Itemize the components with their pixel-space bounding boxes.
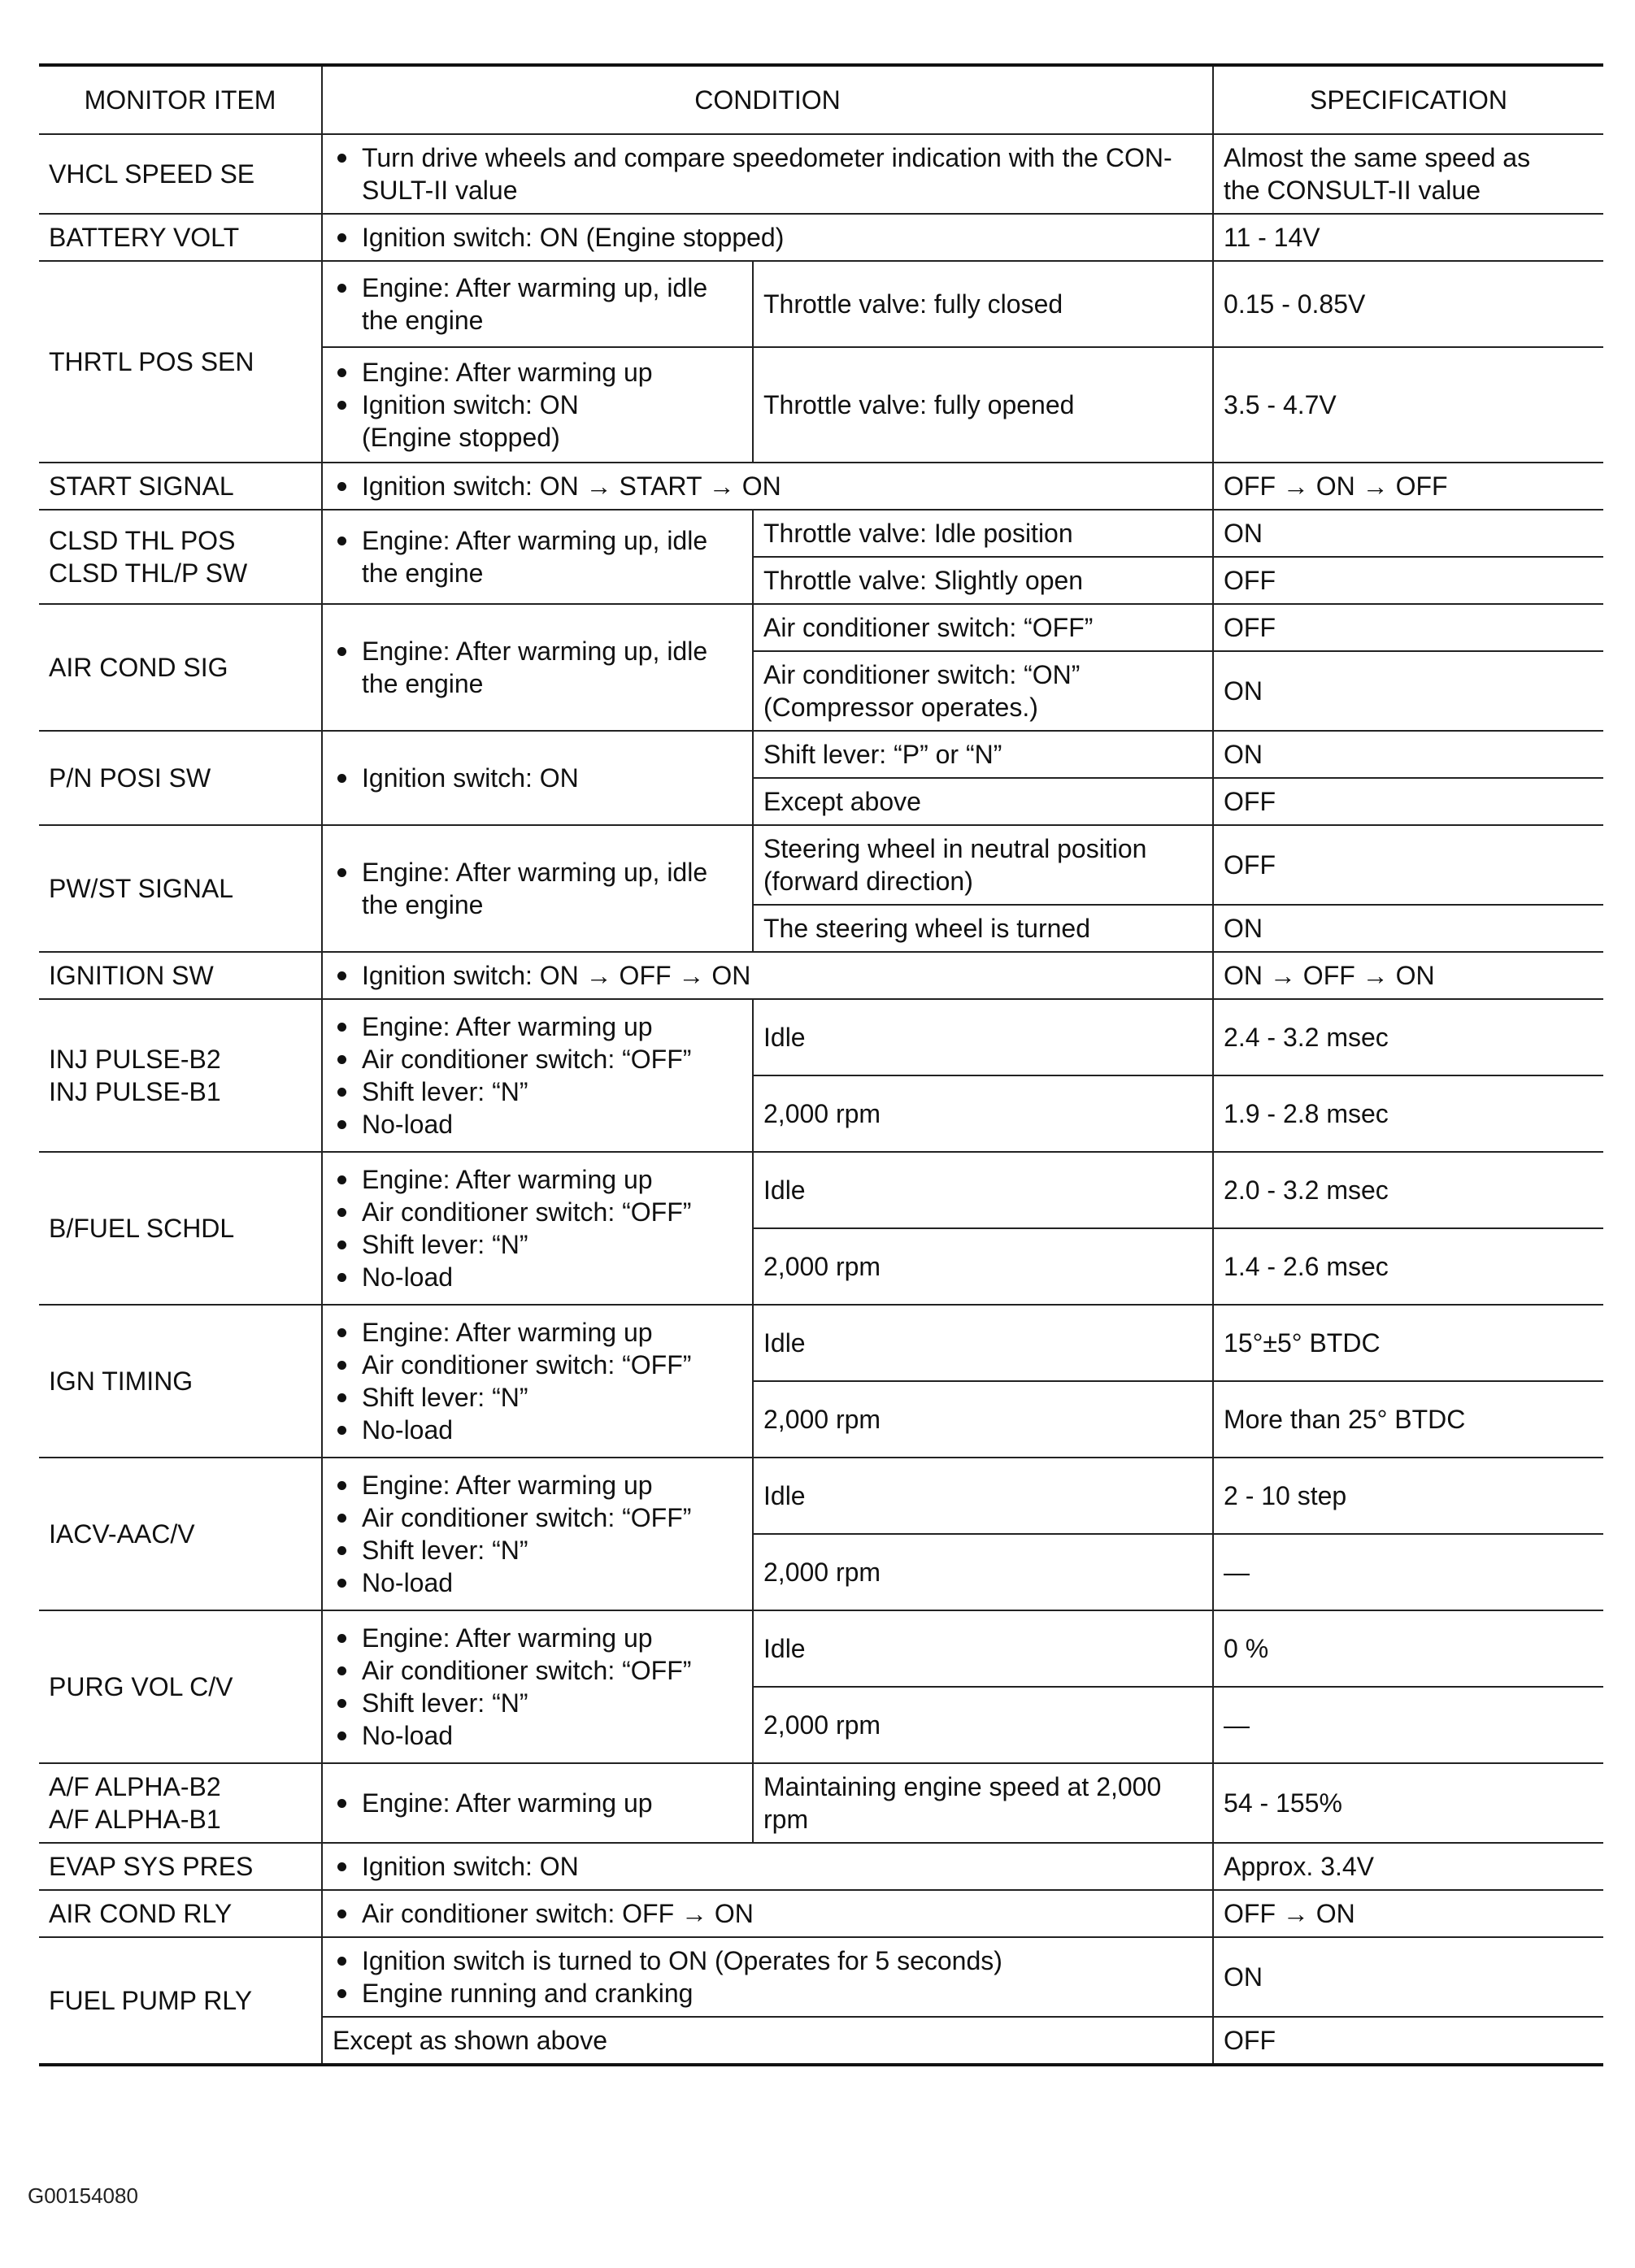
item-text: CLSD THL POS (49, 526, 236, 555)
item-text: A/F ALPHA-B1 (49, 1805, 221, 1834)
subcondition-cell: Idle (753, 999, 1213, 1075)
condition-cell (322, 604, 753, 731)
condition-text: Engine: After warming up, idle (362, 637, 708, 666)
spec-cell: ON → OFF → ON (1213, 952, 1603, 999)
condition-text: Shift lever: “N” (333, 1228, 742, 1261)
table-row (39, 1763, 1603, 1843)
subcondition-cell: Except above (753, 778, 1213, 825)
subcondition-text: (Compressor operates.) (763, 693, 1038, 722)
spec-cell: More than 25° BTDC (1213, 1381, 1603, 1458)
subcondition-cell: Shift lever: “P” or “N” (753, 731, 1213, 778)
item-evap-sys-pres: EVAP SYS PRES (39, 1843, 322, 1890)
condition-cell (322, 1843, 1213, 1890)
condition-cell (322, 261, 753, 347)
condition-text: Shift lever: “N” (333, 1075, 742, 1108)
item-ign-timing: IGN TIMING (39, 1305, 322, 1458)
condition-text: (Engine stopped) (362, 423, 560, 452)
spec-cell: OFF → ON (1213, 1890, 1603, 1937)
condition-cell (322, 510, 753, 604)
condition-text: No-load (333, 1719, 742, 1752)
condition-text: Ignition switch: ON (Engine stopped) (333, 221, 1202, 254)
table-row (39, 1458, 1603, 1534)
subcondition-cell (753, 825, 1213, 905)
condition-text: Shift lever: “N” (333, 1687, 742, 1719)
spec-text: Almost the same speed as (1224, 143, 1531, 172)
header-monitor-item: MONITOR ITEM (39, 65, 322, 134)
spec-cell: 1.4 - 2.6 msec (1213, 1228, 1603, 1305)
spec-cell: — (1213, 1534, 1603, 1610)
table-row (39, 134, 1603, 214)
subcondition-cell: 2,000 rpm (753, 1381, 1213, 1458)
subcondition-cell: Throttle valve: Slightly open (753, 557, 1213, 604)
subcondition-text: Steering wheel in neutral position (763, 834, 1147, 863)
item-pwst-signal: PW/ST SIGNAL (39, 825, 322, 952)
condition-cell (322, 1890, 1213, 1937)
condition-text: No-load (333, 1108, 742, 1141)
spec-cell: 2 - 10 step (1213, 1458, 1603, 1534)
table-row (39, 1305, 1603, 1381)
condition-text: Ignition switch: ON → START → ON (333, 470, 1202, 502)
table-row (39, 463, 1603, 510)
subcondition-cell: Idle (753, 1610, 1213, 1687)
condition-text: Engine: After warming up (333, 356, 742, 389)
condition-text: the engine (362, 669, 484, 698)
condition-text: Ignition switch: ON → OFF → ON (333, 959, 1202, 992)
spec-cell: 2.4 - 3.2 msec (1213, 999, 1603, 1075)
subcondition-cell: 2,000 rpm (753, 1228, 1213, 1305)
condition-cell (322, 952, 1213, 999)
spec-cell: 11 - 14V (1213, 214, 1603, 261)
condition-text: Shift lever: “N” (333, 1381, 742, 1414)
subcondition-cell: 2,000 rpm (753, 1687, 1213, 1763)
condition-text: Engine: After warming up (333, 1163, 742, 1196)
item-air-cond-sig: AIR COND SIG (39, 604, 322, 731)
header-condition: CONDITION (322, 65, 1213, 134)
item-pn-posi-sw: P/N POSI SW (39, 731, 322, 825)
item-start-signal: START SIGNAL (39, 463, 322, 510)
condition-cell (322, 214, 1213, 261)
spec-cell: OFF (1213, 557, 1603, 604)
spec-text: the CONSULT-II value (1224, 176, 1481, 205)
condition-cell (322, 999, 753, 1152)
table-row (39, 999, 1603, 1075)
condition-text: Engine: After warming up, idle (362, 526, 708, 555)
subcondition-cell: 2,000 rpm (753, 1534, 1213, 1610)
item-purg-vol: PURG VOL C/V (39, 1610, 322, 1763)
subcondition-cell: Idle (753, 1458, 1213, 1534)
table-header-row (39, 65, 1603, 134)
table-row (39, 261, 1603, 347)
table-row (39, 1890, 1603, 1937)
spec-cell: ON (1213, 510, 1603, 557)
subcondition-text: Maintaining engine speed at 2,000 (763, 1772, 1162, 1801)
condition-cell (322, 347, 753, 463)
subcondition-cell: 2,000 rpm (753, 1075, 1213, 1152)
spec-cell: 54 - 155% (1213, 1763, 1603, 1843)
table-row (39, 604, 1603, 651)
spec-cell: ON (1213, 905, 1603, 952)
condition-text: No-load (333, 1566, 742, 1599)
item-text: A/F ALPHA-B2 (49, 1772, 221, 1801)
spec-cell: ON (1213, 731, 1603, 778)
condition-text: Ignition switch is turned to ON (Operates for 5 seconds) (333, 1944, 1202, 1977)
item-text: CLSD THL/P SW (49, 558, 248, 588)
item-iacv-aacv: IACV-AAC/V (39, 1458, 322, 1610)
spec-cell: OFF (1213, 825, 1603, 905)
item-bfuel-schdl: B/FUEL SCHDL (39, 1152, 322, 1305)
subcondition-cell: Throttle valve: Idle position (753, 510, 1213, 557)
condition-cell (322, 1610, 753, 1763)
spec-cell: Approx. 3.4V (1213, 1843, 1603, 1890)
condition-text: No-load (333, 1414, 742, 1446)
condition-text: Ignition switch: ON (362, 390, 579, 419)
subcondition-text: (forward direction) (763, 867, 973, 896)
item-text: INJ PULSE-B2 (49, 1045, 221, 1074)
condition-cell (322, 1937, 1213, 2017)
subcondition-cell: Idle (753, 1305, 1213, 1381)
condition-cell (322, 825, 753, 952)
condition-cell (322, 1458, 753, 1610)
condition-text: Air conditioner switch: “OFF” (333, 1501, 742, 1534)
item-inj-pulse (39, 999, 322, 1152)
condition-text: SULT-II value (362, 176, 518, 205)
condition-text: the engine (362, 890, 484, 919)
subcondition-cell: The steering wheel is turned (753, 905, 1213, 952)
spec-cell (1213, 134, 1603, 214)
condition-text: Engine: After warming up (333, 1787, 742, 1819)
subcondition-cell (753, 651, 1213, 731)
table-row (39, 1152, 1603, 1228)
subcondition-text: rpm (763, 1805, 809, 1834)
subcondition-text: Air conditioner switch: “ON” (763, 660, 1081, 689)
spec-cell: 2.0 - 3.2 msec (1213, 1152, 1603, 1228)
condition-cell (322, 1763, 753, 1843)
spec-cell: 3.5 - 4.7V (1213, 347, 1603, 463)
condition-text: Engine: After warming up (333, 1316, 742, 1349)
condition-text: Air conditioner switch: “OFF” (333, 1349, 742, 1381)
figure-id-caption: G00154080 (28, 2183, 138, 2208)
subcondition-cell: Throttle valve: fully closed (753, 261, 1213, 347)
subcondition-cell: Throttle valve: fully opened (753, 347, 1213, 463)
spec-cell: 1.9 - 2.8 msec (1213, 1075, 1603, 1152)
condition-cell (322, 731, 753, 825)
spec-cell: OFF (1213, 778, 1603, 825)
condition-text: Engine: After warming up, idle (362, 273, 708, 302)
spec-cell: OFF (1213, 604, 1603, 651)
table-row (39, 825, 1603, 905)
condition-text: the engine (362, 558, 484, 588)
table-row (39, 1937, 1603, 2017)
table-row (39, 1843, 1603, 1890)
condition-text: Air conditioner switch: OFF → ON (333, 1897, 1202, 1930)
condition-text: Air conditioner switch: “OFF” (333, 1196, 742, 1228)
table-row (39, 214, 1603, 261)
item-text: INJ PULSE-B1 (49, 1077, 221, 1106)
monitor-spec-table (39, 63, 1603, 2066)
condition-cell (322, 1305, 753, 1458)
item-clsd-thl (39, 510, 322, 604)
condition-text: Ignition switch: ON (333, 762, 742, 794)
condition-text: Ignition switch: ON (333, 1850, 1202, 1883)
item-vhcl-speed: VHCL SPEED SE (39, 134, 322, 214)
subcondition-cell: Air conditioner switch: “OFF” (753, 604, 1213, 651)
condition-text: the engine (362, 306, 484, 335)
condition-cell (322, 463, 1213, 510)
condition-text: Engine: After warming up (333, 1010, 742, 1043)
header-specification: SPECIFICATION (1213, 65, 1603, 134)
item-air-cond-rly: AIR COND RLY (39, 1890, 322, 1937)
condition-cell (322, 134, 1213, 214)
spec-cell: 15°±5° BTDC (1213, 1305, 1603, 1381)
condition-text: Engine: After warming up (333, 1469, 742, 1501)
condition-cell (322, 1152, 753, 1305)
item-battery-volt: BATTERY VOLT (39, 214, 322, 261)
item-thrtl-pos-sen: THRTL POS SEN (39, 261, 322, 463)
spec-cell: OFF → ON → OFF (1213, 463, 1603, 510)
item-fuel-pump-rly: FUEL PUMP RLY (39, 1937, 322, 2065)
spec-cell: OFF (1213, 2017, 1603, 2065)
condition-text: Air conditioner switch: “OFF” (333, 1654, 742, 1687)
condition-text: Engine: After warming up (333, 1622, 742, 1654)
condition-text: Engine running and cranking (333, 1977, 1202, 2009)
table-row (39, 952, 1603, 999)
table-row (39, 510, 1603, 557)
spec-cell: ON (1213, 1937, 1603, 2017)
condition-text: No-load (333, 1261, 742, 1293)
table-row (39, 731, 1603, 778)
table-row (39, 1610, 1603, 1687)
item-ignition-sw: IGNITION SW (39, 952, 322, 999)
subcondition-cell (753, 1763, 1213, 1843)
subcondition-cell: Idle (753, 1152, 1213, 1228)
spec-cell: ON (1213, 651, 1603, 731)
item-af-alpha (39, 1763, 322, 1843)
condition-text: Engine: After warming up, idle (362, 858, 708, 887)
condition-text: Turn drive wheels and compare speedometer indication with the CON- (362, 143, 1172, 172)
spec-cell: 0 % (1213, 1610, 1603, 1687)
condition-text: Air conditioner switch: “OFF” (333, 1043, 742, 1075)
spec-cell: — (1213, 1687, 1603, 1763)
condition-text: Shift lever: “N” (333, 1534, 742, 1566)
page (39, 63, 1603, 2066)
condition-cell: Except as shown above (322, 2017, 1213, 2065)
spec-cell: 0.15 - 0.85V (1213, 261, 1603, 347)
